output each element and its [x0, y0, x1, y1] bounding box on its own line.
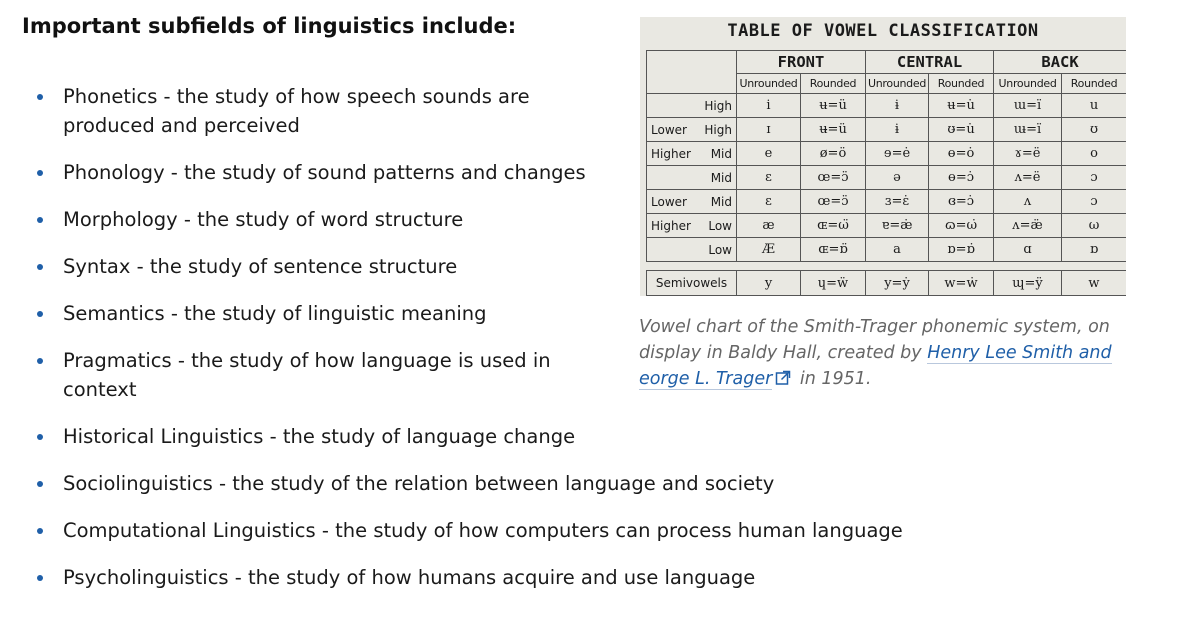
list-item: Morphology - the study of word structure — [30, 205, 603, 234]
vowel-cell: ɨ — [866, 118, 929, 142]
vowel-cell: æ — [737, 214, 801, 238]
vowel-cell: i — [737, 94, 801, 118]
subhead-cell: Unrounded — [994, 74, 1062, 94]
row-label — [647, 214, 737, 238]
list-item: Historical Linguistics - the study of language change — [30, 422, 903, 451]
semivowel-label: Semivowels — [647, 271, 737, 296]
vowel-row — [647, 214, 1127, 238]
semivowel-cell: ɥ=ẅ — [801, 271, 866, 296]
corner-cell — [647, 51, 737, 94]
row-label-height: Low — [708, 218, 732, 233]
author-link-text: Henry Lee Smith and eorge L. Trager — [639, 343, 1112, 389]
vowel-cell: u — [1062, 94, 1126, 118]
vowel-cell: ɛ — [737, 190, 801, 214]
row-label — [647, 118, 737, 142]
vowel-cell: ɜ=ɛ̇ — [866, 190, 929, 214]
vowel-cell: ʌ=ë — [994, 166, 1062, 190]
row-label — [647, 166, 737, 190]
list-item: Semantics - the study of linguistic meaning — [30, 299, 603, 328]
figure-caption — [639, 314, 1139, 392]
semivowel-cell: y — [737, 271, 801, 296]
vowel-cell: ʉ=u̇ — [929, 94, 994, 118]
group-header: CENTRAL — [866, 51, 994, 74]
vowel-cell: ʉ=ü — [801, 94, 866, 118]
subhead-cell: Unrounded — [737, 74, 801, 94]
external-link-icon[interactable] — [775, 370, 791, 386]
row-label-qualifier: Lower — [651, 122, 687, 137]
semivowel-cell: w=ẇ — [929, 271, 994, 296]
row-label-height: Mid — [710, 146, 732, 161]
vowel-row — [647, 94, 1127, 118]
vowel-cell: a — [866, 238, 929, 262]
vowel-cell: ʊ̵=u̇ — [929, 118, 994, 142]
vowel-chart-photo — [640, 17, 1126, 296]
vowel-cell: ə — [866, 166, 929, 190]
list-item: Sociolinguistics - the study of the relation between language and society — [30, 469, 903, 498]
row-label-qualifier: Higher — [651, 218, 691, 233]
list-item: Computational Linguistics - the study of how computers can process human language — [30, 516, 903, 545]
vowel-cell: Æ — [737, 238, 801, 262]
vowel-cell: ɔ — [1062, 190, 1126, 214]
vowel-cell: ω — [1062, 214, 1126, 238]
vowel-cell: ʉ̵=ü — [801, 118, 866, 142]
vowel-cell: ɵ=ȯ — [929, 142, 994, 166]
semivowel-table — [646, 270, 1126, 296]
vowel-cell: e — [737, 142, 801, 166]
row-label — [647, 238, 737, 262]
vowel-cell: œ=ɔ̈ — [801, 166, 866, 190]
list-item: Phonetics - the study of how speech sounds are produced and perceived — [30, 82, 603, 140]
subhead-cell: Unrounded — [866, 74, 929, 94]
vowel-row — [647, 238, 1127, 262]
row-label-height: Mid — [710, 194, 732, 209]
row-label — [647, 190, 737, 214]
vowel-cell: ɛ — [737, 166, 801, 190]
vowel-row — [647, 118, 1127, 142]
list-item: Pragmatics - the study of how language is used in context — [30, 346, 603, 404]
vowel-cell: ʌ — [994, 190, 1062, 214]
vowel-cell: ɯ=ï — [994, 94, 1062, 118]
subhead-cell: Rounded — [1062, 74, 1126, 94]
vowel-row — [647, 190, 1127, 214]
list-item: Psycholinguistics - the study of how humans acquire and use language — [30, 563, 903, 592]
row-label-qualifier: Lower — [651, 194, 687, 209]
vowel-chart-title: TABLE OF VOWEL CLASSIFICATION — [727, 21, 1039, 41]
row-label-height: High — [704, 122, 732, 137]
vowel-cell: ɪ — [737, 118, 801, 142]
vowel-cell: ɷ=ω̇ — [929, 214, 994, 238]
vowel-cell: ʌ=æ̈ — [994, 214, 1062, 238]
row-label — [647, 142, 737, 166]
vowel-table — [646, 50, 1126, 262]
vowel-cell: ɶ=ɒ̈ — [801, 238, 866, 262]
vowel-cell: ɒ=ɒ̇ — [929, 238, 994, 262]
semivowel-cell: y=ẏ — [866, 271, 929, 296]
row-label-height: Mid — [710, 170, 732, 185]
row-label — [647, 94, 737, 118]
row-label-height: Low — [708, 242, 732, 257]
list-item: Phonology - the study of sound patterns and changes — [30, 158, 603, 187]
group-header: BACK — [994, 51, 1126, 74]
vowel-cell: ɯ̵=ï — [994, 118, 1062, 142]
subhead-cell: Rounded — [929, 74, 994, 94]
caption-year-text: in 1951. — [794, 369, 872, 389]
vowel-cell: ʊ — [1062, 118, 1126, 142]
vowel-cell: ɐ=æ̇ — [866, 214, 929, 238]
subhead-cell: Rounded — [801, 74, 866, 94]
vowel-cell: œ=ɔ̈ — [801, 190, 866, 214]
group-header: FRONT — [737, 51, 866, 74]
vowel-cell: ɶ=ω̈ — [801, 214, 866, 238]
caption-text: Vowel chart of the Smith-Trager phonemic system, on display in Baldy Hall, created by — [639, 317, 1110, 363]
semivowel-cell: ɰ=ÿ — [994, 271, 1062, 296]
list-item: Syntax - the study of sentence structure — [30, 252, 603, 281]
vowel-cell: ɵ=ɔ̇ — [929, 166, 994, 190]
vowel-cell: ɘ=ė — [866, 142, 929, 166]
vowel-cell: ɑ — [994, 238, 1062, 262]
vowel-row — [647, 166, 1127, 190]
vowel-cell: ɒ — [1062, 238, 1126, 262]
semivowel-cell: w — [1062, 271, 1127, 296]
vowel-cell: o — [1062, 142, 1126, 166]
vowel-cell: ɨ — [866, 94, 929, 118]
page-heading: Important subfields of linguistics include: — [22, 14, 517, 38]
vowel-cell: ɤ=ë — [994, 142, 1062, 166]
vowel-cell: ø=ö — [801, 142, 866, 166]
vowel-cell: ɞ=ɔ̇ — [929, 190, 994, 214]
vowel-cell: ɔ — [1062, 166, 1126, 190]
row-label-qualifier: Higher — [651, 146, 691, 161]
row-label-height: High — [704, 98, 732, 113]
vowel-row — [647, 142, 1127, 166]
